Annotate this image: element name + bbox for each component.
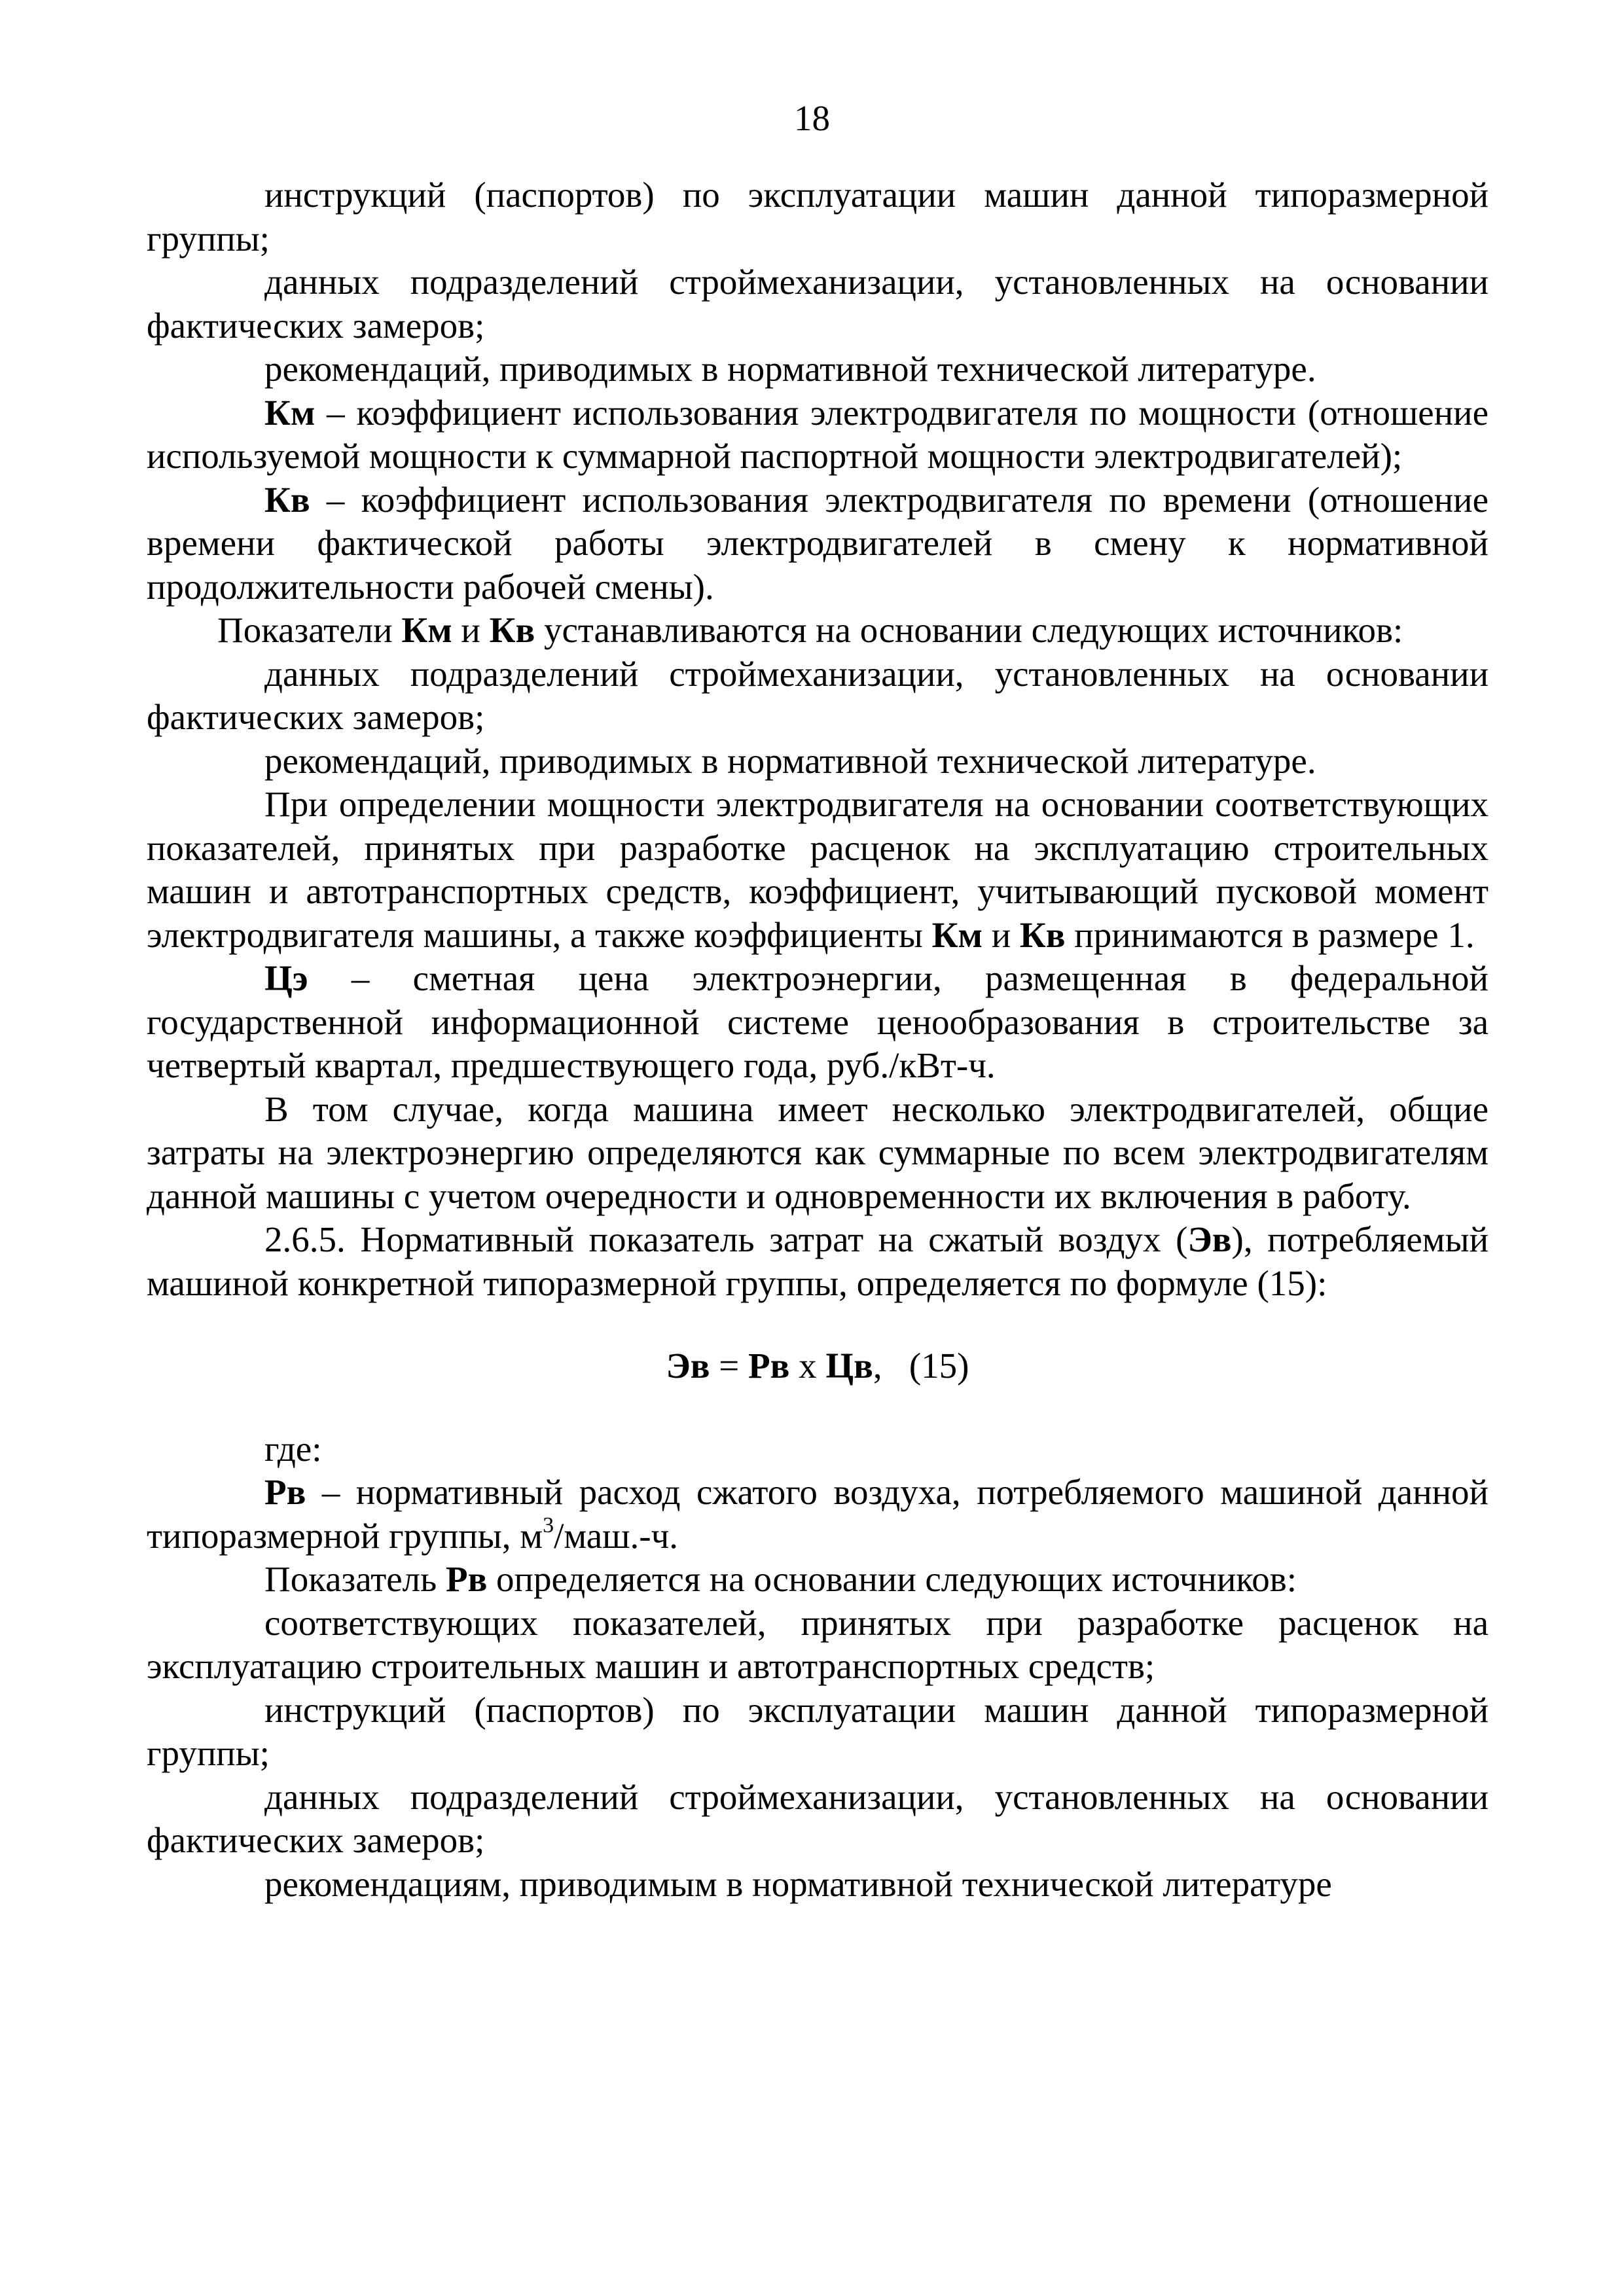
formula-number: (15) xyxy=(909,1346,969,1386)
paragraph-kv-definition: Кв – коэффициент использования электродвигателя по времени (отношение времени фактической работы электродвигателей в смену к нормативной продолжительности рабочей смены). xyxy=(147,479,1489,607)
document-body xyxy=(147,173,1489,1906)
paragraph-2: данных подразделений строймеханизации, установленных на основании фактических замеров; xyxy=(147,262,1489,346)
paragraph-km-definition: Км – коэффициент использования электродвигателя по мощности (отношение используемой мощности к суммарной паспортной мощности электродвигателей); xyxy=(147,392,1489,476)
page-number: 18 xyxy=(794,98,830,138)
term-rv: Рв xyxy=(264,1472,306,1512)
paragraph-2-6-5: 2.6.5. Нормативный показатель затрат на сжатый воздух (Эв), потребляемый машиной конкретной типоразмерной группы, определяется по формуле (15): xyxy=(147,1219,1489,1303)
paragraph-17: инструкций (паспортов) по эксплуатации машин данной типоразмерной группы; xyxy=(147,1689,1489,1773)
paragraph-where: где: xyxy=(264,1428,322,1469)
paragraph-rv-definition: Рв – нормативный расход сжатого воздуха, потребляемого машиной данной типоразмерной группы, $м^3/маш.-ч$. xyxy=(147,1472,1489,1556)
paragraph-motor-power: При определении мощности электродвигателя на основании соответствующих показателей, принятых при разработке расценок на эксплуатацию строительных машин и автотранспортных средств, коэффициент, учитывающий пусковой момент электродвигателя машины, а также коэффициенты Км и Кв принимаются в размере 1. xyxy=(147,784,1489,955)
paragraph-19: рекомендациям, приводимым в нормативной технической литературе xyxy=(264,1863,1332,1904)
paragraph-1: инструкций (паспортов) по эксплуатации машин данной типоразмерной группы; xyxy=(147,175,1489,259)
formula-cv: Цв xyxy=(825,1346,873,1386)
paragraph-7: данных подразделений строймеханизации, установленных на основании фактических замеров; xyxy=(147,653,1489,737)
paragraph-rv-sources: Показатель Рв определяется на основании следующих источников: xyxy=(264,1559,1297,1599)
paragraph-16: соответствующих показателей, принятых при разработке расценок на эксплуатацию строительных машин и автотранспортных средств; xyxy=(147,1602,1489,1686)
paragraph-multiple-motors: В том случае, когда машина имеет несколько электродвигателей, общие затраты на электроэнергию определяются как суммарные по всем электродвигателям данной машины с учетом очередности и одновременности их включения в работу. xyxy=(147,1088,1489,1216)
paragraph-3: рекомендаций, приводимых в нормативной технической литературе. xyxy=(264,349,1316,389)
paragraph-sources-km-kv: Показатели Км и Кв устанавливаются на основании следующих источников: xyxy=(217,610,1403,650)
term-kv: Кв xyxy=(264,479,310,520)
term-ce: Цэ xyxy=(264,958,308,998)
paragraph-8: рекомендаций, приводимых в нормативной технической литературе. xyxy=(264,740,1316,781)
term-km: Км xyxy=(264,392,316,433)
formula-15: Эв = Рв х Цв, (15) xyxy=(666,1346,969,1386)
formula-rv: Рв xyxy=(748,1346,790,1386)
formula-lhs: Эв xyxy=(666,1346,710,1386)
paragraph-ce-definition: Цэ – сметная цена электроэнергии, размещенная в федеральной государственной информационной системе ценообразования в строительстве за четвертый квартал, предшествующего года, руб./кВт-ч. xyxy=(147,958,1489,1085)
paragraph-18: данных подразделений строймеханизации, установленных на основании фактических замеров; xyxy=(147,1776,1489,1860)
